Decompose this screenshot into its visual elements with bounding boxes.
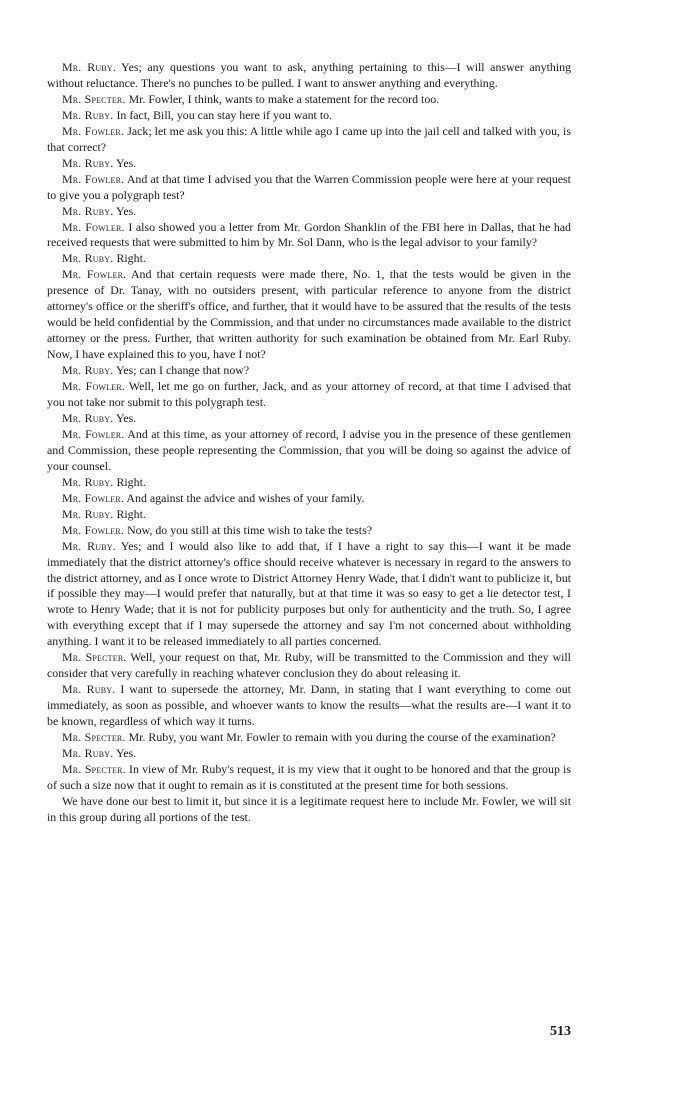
speaker-label: Mr. Ruby. (62, 745, 114, 760)
paragraph (47, 491, 571, 507)
paragraph (47, 220, 571, 252)
utterance: I also showed you a letter from Mr. Gordon Shanklin of the FBI here in Dallas, that he had received requests that were submitted to him by Mr. Sol Dann, who is the legal advisor to your family? (47, 219, 571, 250)
utterance: Right. (116, 251, 146, 266)
utterance: Yes. (115, 745, 137, 760)
paragraph (47, 650, 571, 682)
paragraph (47, 172, 571, 204)
utterance: We have done our best to limit it, but since it is a legitimate request here to include Mr. Fowler, we will sit in this group during all portions of the test. (47, 793, 571, 824)
transcript-body (47, 60, 571, 826)
utterance: And at this time, as your attorney of record, I advise you in the presence of these gentlemen and Commission, these people representing the Commission, that you will be doing so against the advice of your counsel. (47, 426, 571, 473)
speaker-label: Mr. Ruby. (62, 60, 117, 74)
utterance: Yes. (115, 203, 137, 218)
speaker-label: Mr. Specter. (62, 761, 126, 776)
paragraph (47, 124, 571, 156)
paragraph (47, 475, 571, 491)
speaker-label: Mr. Specter. (62, 91, 126, 106)
utterance: In view of Mr. Ruby's request, it is my view that it ought to be honored and that the group is of such a size now that it ought to remain as it is constituted at the present time for both sessions. (47, 761, 571, 792)
speaker-label: Mr. Fowler. (62, 379, 126, 394)
paragraph (47, 523, 571, 539)
utterance: I want to supersede the attorney, Mr. Dann, in stating that I want everything to come out immediately, as soon as possible, and whoever wants to know the results—what the results are—I want it to be known, regardless of which way it turns. (47, 682, 571, 729)
speaker-label: Mr. Ruby. (62, 538, 116, 553)
speaker-label: Mr. Ruby. (62, 107, 114, 122)
speaker-label: Mr. Fowler. (62, 490, 125, 505)
utterance: Well, let me go on further, Jack, and as your attorney of record, at that time I advised that you not take nor submit to this polygraph test. (47, 379, 571, 410)
utterance: Well, your request on that, Mr. Ruby, will be transmitted to the Commission and they will consider that very carefully in reaching whatever conclusion they do about releasing it. (47, 650, 571, 681)
speaker-label: Mr. Ruby. (62, 474, 114, 489)
speaker-label: Mr. Fowler. (62, 219, 125, 234)
paragraph (47, 427, 571, 475)
paragraph (47, 92, 571, 108)
utterance: Jack; let me ask you this: A little while ago I came up into the jail cell and talked with you, is that correct? (47, 123, 571, 154)
utterance: Right. (116, 506, 146, 521)
paragraph (47, 379, 571, 411)
paragraph (47, 363, 571, 379)
paragraph (47, 507, 571, 523)
utterance: Yes; can I change that now? (115, 363, 250, 378)
utterance: In fact, Bill, you can stay here if you want to. (116, 107, 333, 122)
utterance: And at that time I advised you that the Warren Commission people were here at your request to give you a polygraph test? (47, 171, 571, 202)
speaker-label: Mr. Fowler. (62, 522, 125, 537)
paragraph (47, 251, 571, 267)
utterance: Yes; any questions you want to ask, anything pertaining to this—I will answer anything without reluctance. There's no punches to be pulled. I want to answer anything and everything. (47, 60, 572, 90)
utterance: Yes; and I would also like to add that, if I have a right to say this—I want it be made immediately that the district attorney's office should receive whatever is necessary in regard to the answers to the district attorney, and as I once wrote to District Attorney Henry Wade, that I didn't want to publicize it, but if possible they may—I would prefer that naturally, but at that time it was so easy to get a lie detector test, I wrote to Henry Wade; that it is not for publicity purposes but only for authenticity and the truth. So, I agree with everything except that if I may supersede the attorney and say I'm not concerned about withholding anything. I want it to be released immediately to all parties concerned. (47, 538, 572, 649)
speaker-label: Mr. Specter. (62, 730, 126, 745)
utterance: Now, do you still at this time wish to take the tests? (127, 522, 373, 537)
speaker-label: Mr. Fowler. (62, 123, 125, 138)
speaker-label: Mr. Fowler. (62, 171, 125, 186)
speaker-label: Mr. Ruby. (62, 363, 114, 378)
speaker-label: Mr. Fowler. (62, 267, 127, 282)
paragraph (47, 156, 571, 172)
speaker-label: Mr. Ruby. (62, 155, 114, 170)
paragraph (47, 762, 571, 794)
paragraph (47, 267, 571, 363)
speaker-label: Mr. Specter. (62, 650, 127, 665)
paragraph (47, 539, 571, 651)
paragraph (47, 204, 571, 220)
utterance: And against the advice and wishes of your family. (126, 490, 365, 505)
paragraph (47, 682, 571, 730)
utterance: Right. (116, 474, 146, 489)
speaker-label: Mr. Ruby. (62, 203, 114, 218)
utterance: And that certain requests were made there, No. 1, that the tests would be given in the presence of Dr. Tanay, with no outsiders present, with particular reference to anyone from the district attorney's office or the sheriff's office, and further, that it would have to be assured that the results of the tests would be held confidential by the Commission, and that under no circumstances made available to the district attorney or the press. Further, that written authority for such examination be obtained from Mr. Earl Ruby. Now, I have explained this to you, have I not? (47, 267, 571, 362)
speaker-label: Mr. Ruby. (62, 506, 114, 521)
paragraph (47, 794, 571, 826)
speaker-label: Mr. Fowler. (62, 426, 125, 441)
speaker-label: Mr. Ruby. (62, 682, 116, 697)
utterance: Yes. (115, 155, 137, 170)
speaker-label: Mr. Ruby. (62, 251, 114, 266)
speaker-label: Mr. Ruby. (62, 410, 114, 425)
page-number: 513 (550, 1024, 571, 1039)
paragraph (47, 730, 571, 746)
paragraph (47, 411, 571, 427)
paragraph (47, 60, 571, 92)
utterance: Mr. Fowler, I think, wants to make a statement for the record too. (128, 91, 440, 106)
paragraph (47, 108, 571, 124)
utterance: Mr. Ruby, you want Mr. Fowler to remain with you during the course of the examination? (128, 730, 556, 745)
utterance: Yes. (115, 410, 137, 425)
paragraph (47, 746, 571, 762)
